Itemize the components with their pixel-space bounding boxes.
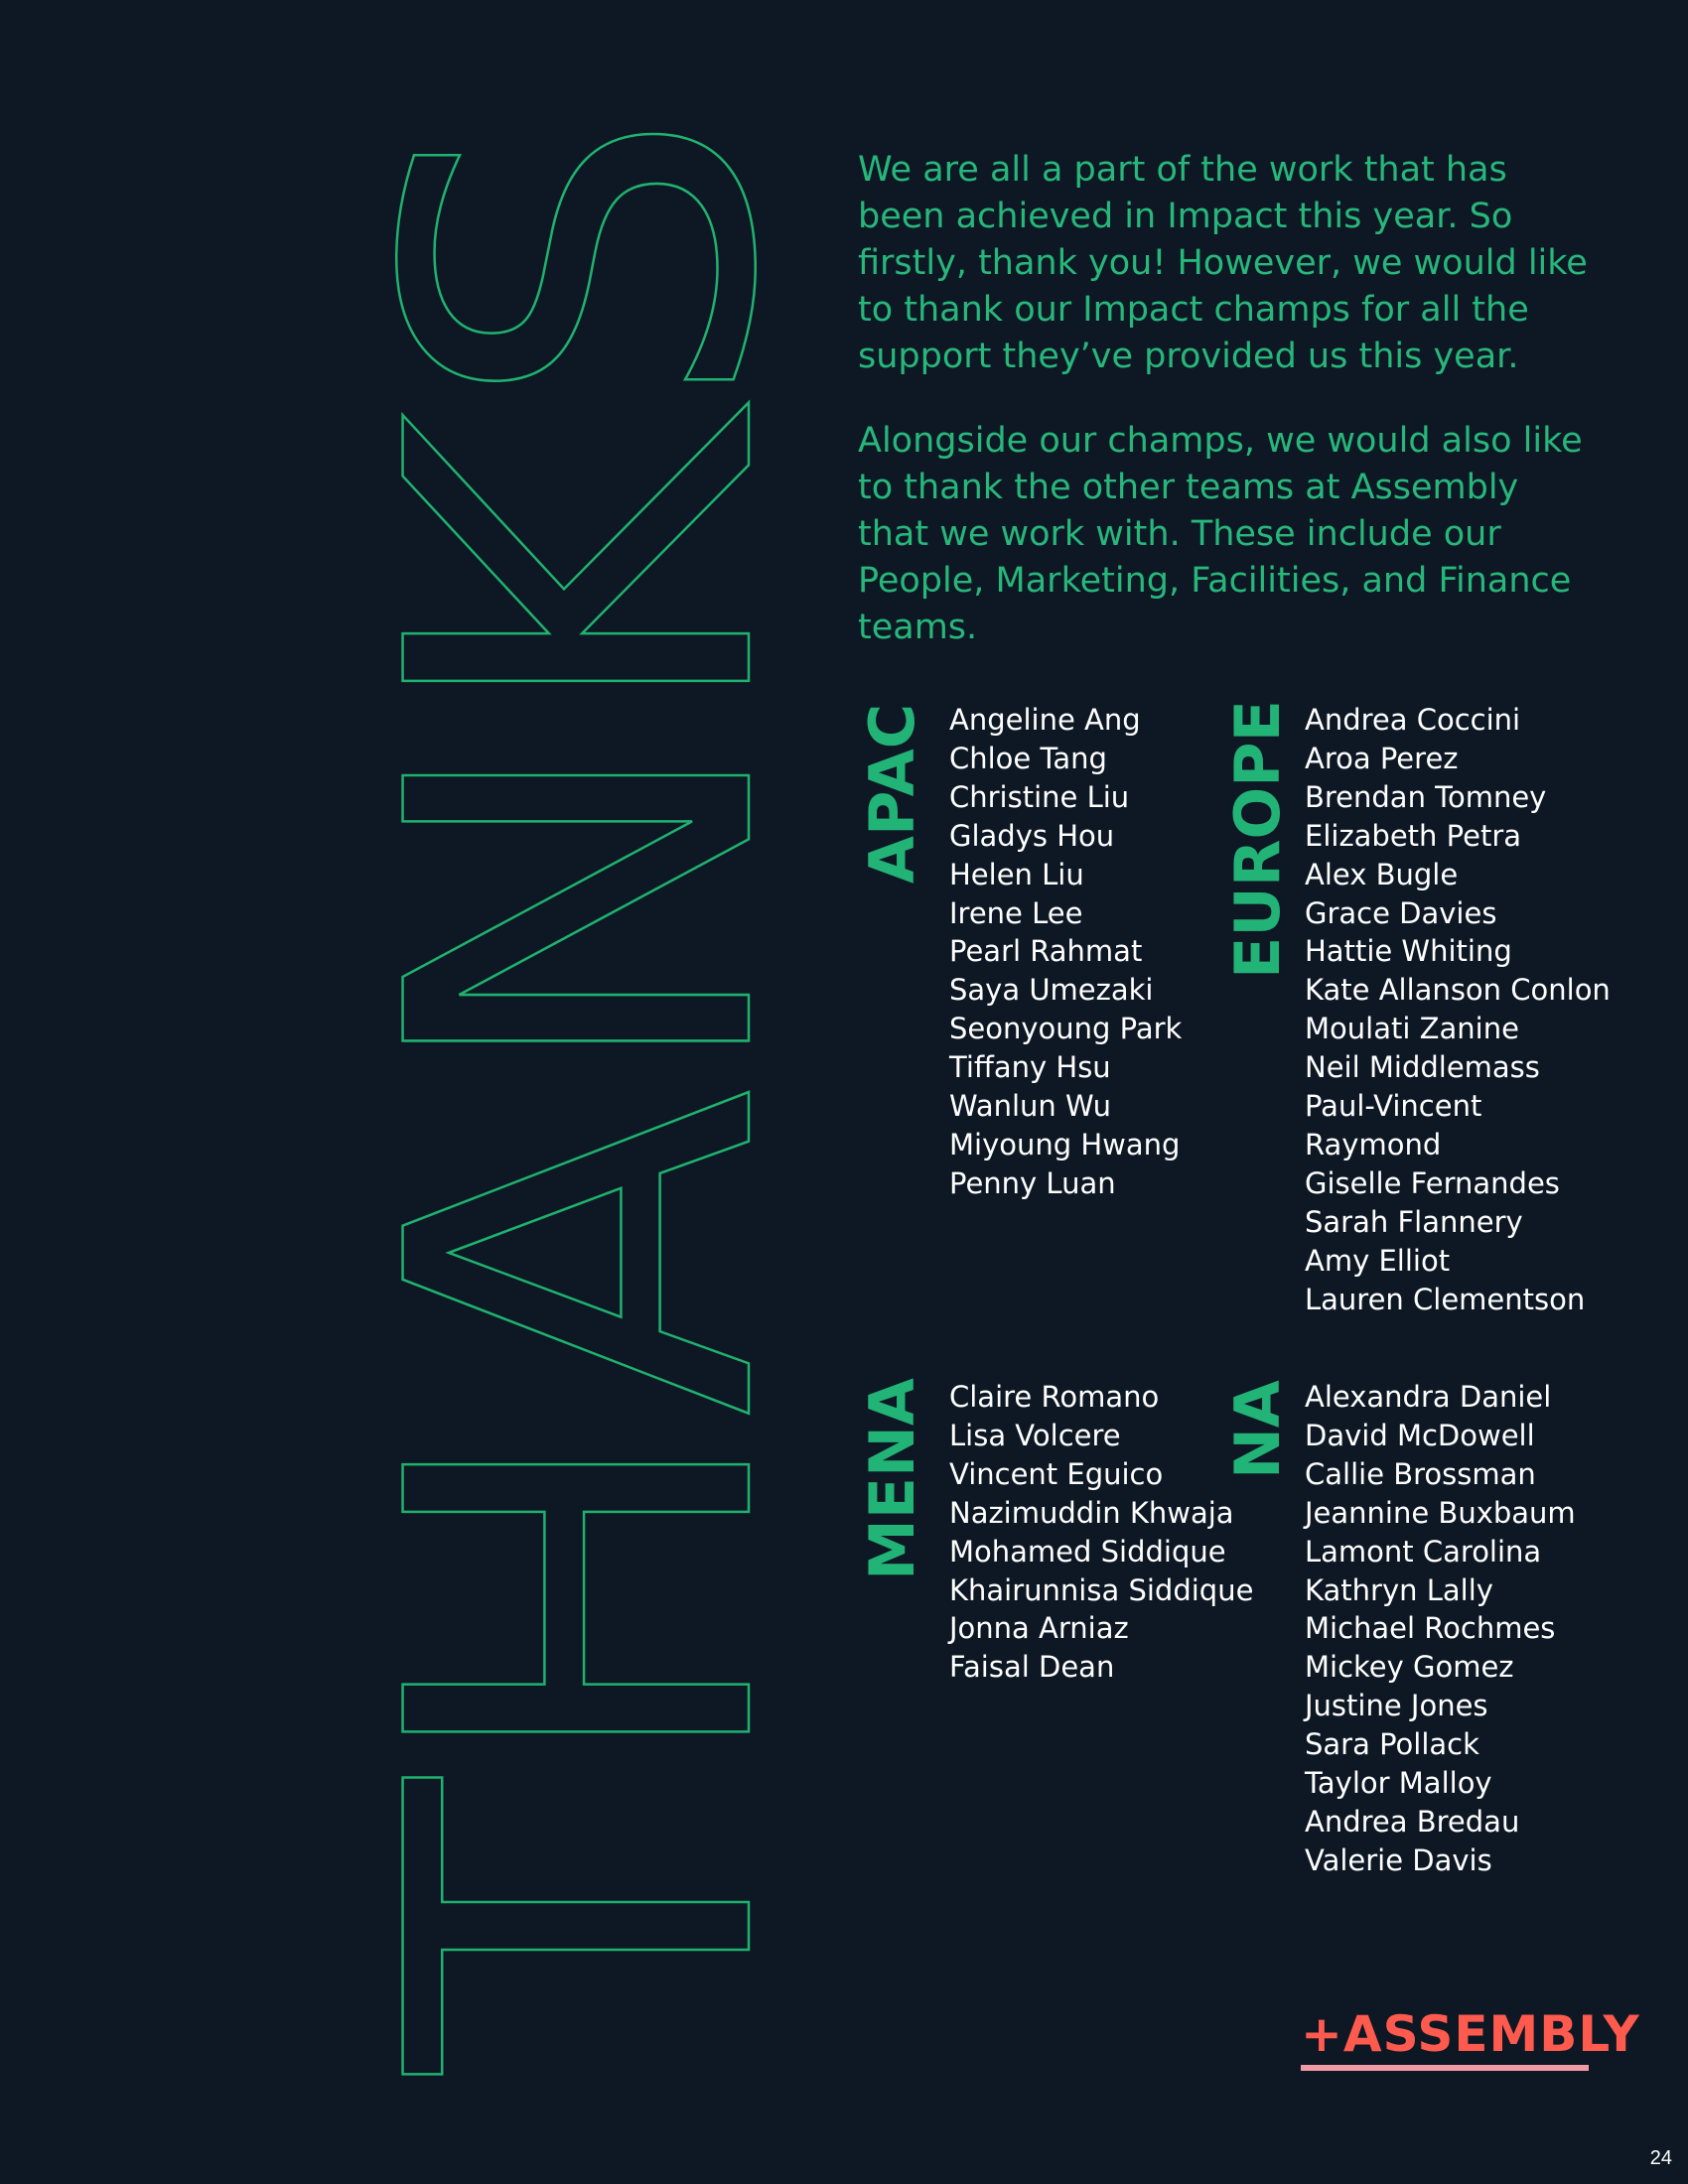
name-item: Wanlun Wu bbox=[949, 1089, 1112, 1124]
name-item: Tiffany Hsu bbox=[949, 1050, 1111, 1085]
intro-paragraph-2: Alongside our champs, we would also like to thank the other teams at Assembly that we work with. These include our People, Marketing, Facilities, and Finance teams. bbox=[858, 421, 1583, 647]
name-item: Seonyoung Park bbox=[949, 1012, 1183, 1046]
name-item: Sara Pollack bbox=[1305, 1727, 1479, 1762]
assembly-logo-text: +ASSEMBLY bbox=[1301, 2005, 1640, 2063]
name-item: Moulati Zanine bbox=[1305, 1012, 1519, 1046]
intro-paragraph-1: We are all a part of the work that has been achieved in Impact this year. So firstly, thank you! However, we would like to thank our Impact champs for all the support they’ve provided us this year. bbox=[858, 150, 1588, 376]
region-label-na: NA bbox=[1221, 1380, 1294, 1479]
region-label-europe: EUROPE bbox=[1221, 700, 1294, 979]
names-list-na bbox=[1305, 1378, 1576, 1880]
name-item: Raymond bbox=[1305, 1127, 1442, 1161]
names-list-apac bbox=[949, 701, 1182, 1203]
name-item: Taylor Malloy bbox=[1305, 1766, 1492, 1801]
name-item: Jeannine Buxbaum bbox=[1305, 1495, 1576, 1530]
page-number: 24 bbox=[1649, 2147, 1672, 2169]
name-item: David McDowell bbox=[1305, 1418, 1535, 1452]
assembly-logo-underline bbox=[1301, 2065, 1589, 2071]
name-item: Mickey Gomez bbox=[1305, 1650, 1514, 1685]
name-item: Kathryn Lally bbox=[1305, 1572, 1493, 1607]
name-item: Miyoung Hwang bbox=[949, 1127, 1181, 1161]
name-item: Giselle Fernandes bbox=[1305, 1165, 1560, 1200]
name-item: Brendan Tomney bbox=[1305, 779, 1547, 814]
name-item: Nazimuddin Khwaja bbox=[949, 1495, 1234, 1530]
name-item: Christine Liu bbox=[949, 779, 1130, 814]
name-item: Elizabeth Petra bbox=[1305, 818, 1522, 853]
name-item: Paul-Vincent bbox=[1305, 1089, 1482, 1124]
name-item: Helen Liu bbox=[949, 857, 1084, 891]
name-item: Penny Luan bbox=[949, 1165, 1116, 1200]
name-item: Jonna Arniaz bbox=[949, 1611, 1129, 1646]
region-label-apac: APAC bbox=[856, 703, 928, 884]
name-item: Saya Umezaki bbox=[949, 973, 1154, 1008]
name-item: Gladys Hou bbox=[949, 818, 1115, 853]
name-item: Vincent Eguico bbox=[949, 1456, 1164, 1491]
name-item: Alex Bugle bbox=[1305, 857, 1459, 891]
name-item: Amy Elliot bbox=[1305, 1243, 1451, 1278]
name-item: Michael Rochmes bbox=[1305, 1611, 1556, 1646]
name-item: Alexandra Daniel bbox=[1305, 1380, 1552, 1414]
name-item: Claire Romano bbox=[949, 1380, 1160, 1414]
names-list-europe bbox=[1305, 701, 1611, 1319]
name-item: Mohamed Siddique bbox=[949, 1534, 1226, 1569]
name-item: Pearl Rahmat bbox=[949, 934, 1143, 969]
name-item: Khairunnisa Siddique bbox=[949, 1572, 1254, 1607]
name-item: Grace Davies bbox=[1305, 895, 1497, 930]
region-label-mena: MENA bbox=[856, 1378, 928, 1580]
name-item: Lisa Volcere bbox=[949, 1418, 1121, 1452]
name-item: Kate Allanson Conlon bbox=[1305, 973, 1611, 1008]
name-item: Andrea Bredau bbox=[1305, 1804, 1520, 1839]
name-item: Aroa Perez bbox=[1305, 741, 1459, 775]
name-item: Lauren Clementson bbox=[1305, 1282, 1586, 1316]
name-item: Andrea Coccini bbox=[1305, 703, 1521, 737]
thanks-outline-text: THANKS bbox=[308, 134, 861, 2073]
intro-text bbox=[858, 147, 1593, 689]
name-item: Angeline Ang bbox=[949, 703, 1141, 737]
name-item: Hattie Whiting bbox=[1305, 934, 1512, 969]
name-item: Sarah Flannery bbox=[1305, 1204, 1523, 1239]
name-item: Faisal Dean bbox=[949, 1650, 1115, 1685]
names-list-mena bbox=[949, 1378, 1253, 1687]
name-item: Chloe Tang bbox=[949, 741, 1107, 775]
name-item: Justine Jones bbox=[1305, 1689, 1488, 1723]
name-item: Lamont Carolina bbox=[1305, 1534, 1542, 1569]
name-item: Valerie Davis bbox=[1305, 1843, 1492, 1877]
name-item: Neil Middlemass bbox=[1305, 1050, 1540, 1085]
name-item: Irene Lee bbox=[949, 895, 1083, 930]
name-item: Callie Brossman bbox=[1305, 1456, 1536, 1491]
assembly-logo bbox=[1301, 2005, 1640, 2071]
